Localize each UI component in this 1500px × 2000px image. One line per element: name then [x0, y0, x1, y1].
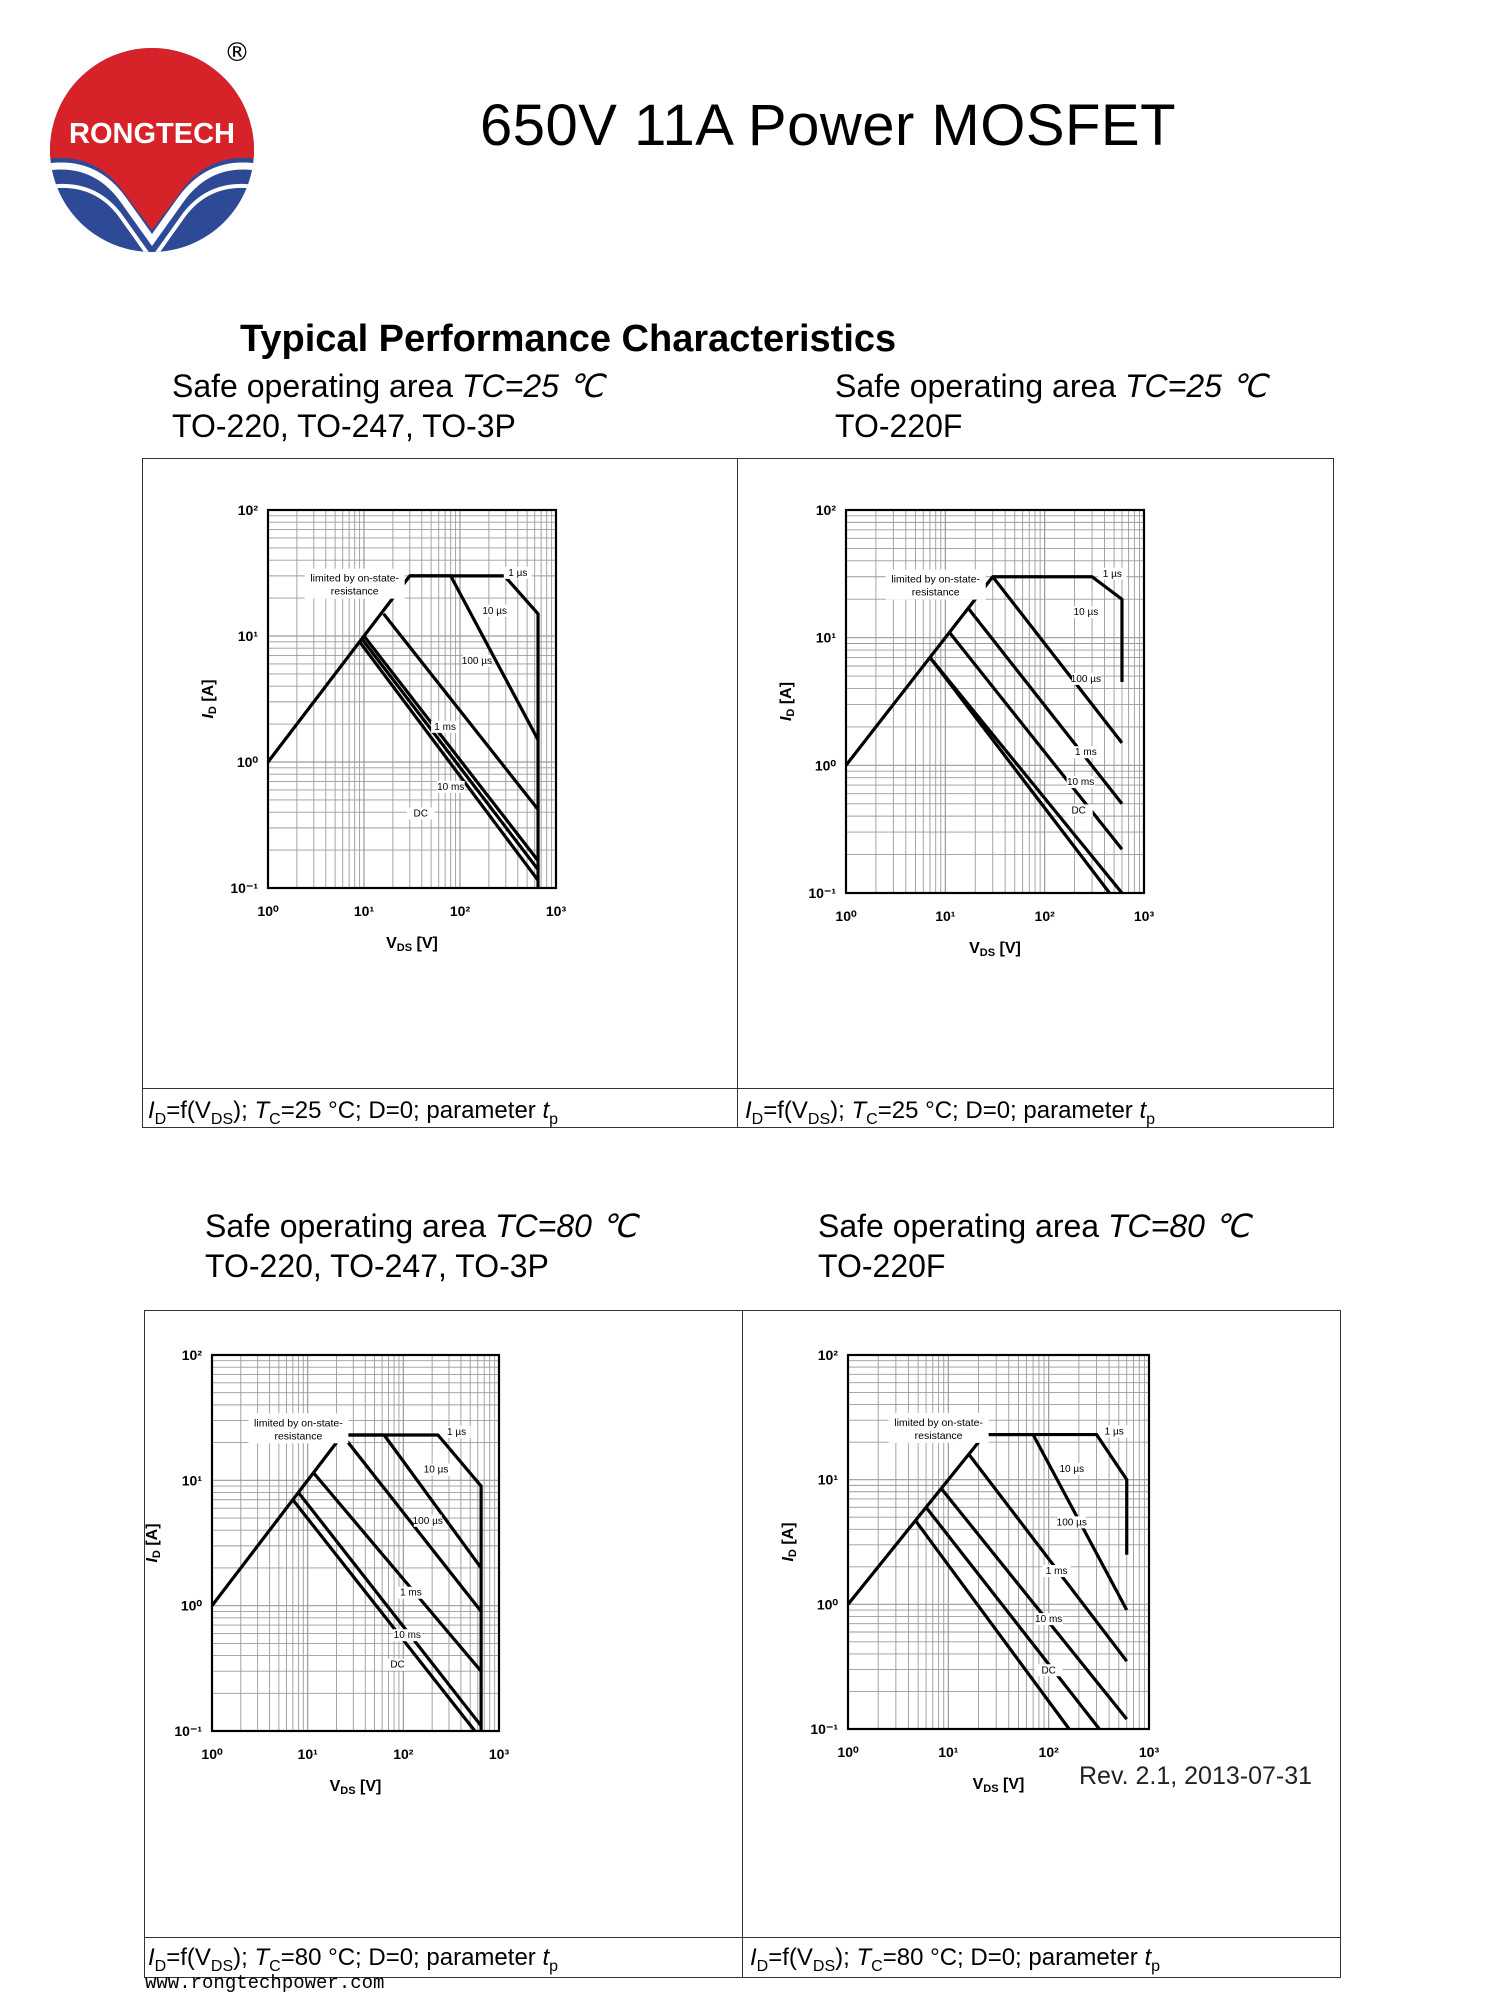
series-label: DC: [1071, 805, 1086, 817]
y-tick-label: 10²: [181, 1347, 202, 1363]
x-axis-label: [386, 935, 438, 954]
y-axis-label-symbol: I: [200, 714, 217, 719]
y-axis-label-unit: [A]: [144, 1523, 161, 1551]
series-label: 100 µs: [1070, 673, 1102, 685]
x-axis-label: [969, 940, 1021, 959]
annotation-line-2: resistance: [330, 585, 379, 598]
series-label: DC: [390, 1659, 405, 1671]
y-tick-label: 10⁻¹: [808, 885, 836, 901]
series-label: 10 ms: [393, 1630, 421, 1642]
y-axis-label-subscript: D: [785, 708, 797, 717]
series-label: 10 ms: [1066, 777, 1095, 789]
panel-2-subtitle: Safe operating area TC=25 ℃ TO-220F: [835, 368, 1267, 444]
x-tick-label: 10⁰: [835, 908, 857, 924]
y-tick-label: 10²: [815, 502, 836, 518]
annotation-line-1: limited by on-state-: [310, 572, 400, 585]
y-axis-label: [778, 682, 797, 721]
x-axis-label-subscript: DS: [983, 1783, 999, 1795]
x-axis-label-subscript: DS: [340, 1785, 356, 1797]
section-title: Typical Performance Characteristics: [240, 318, 897, 360]
revision-note: Rev. 2.1, 2013-07-31: [1079, 1762, 1313, 1790]
panel-4-subtitle: Safe operating area TC=80 ℃ TO-220F: [818, 1208, 1250, 1284]
plot-area-border: [212, 1355, 499, 1731]
y-axis-label: [200, 679, 219, 718]
soa-chart-tc80-to220f: [755, 1325, 1335, 1930]
y-tick-label: 10²: [817, 1347, 838, 1363]
grid: [846, 510, 1144, 893]
panel-1-caption: $I_D=f(V_{DS})$; $T_C=25$ °C; D=0; parameter $t_p$: [148, 1097, 559, 1128]
plot-area-border: [846, 510, 1144, 893]
bottom-frame-divider: [742, 1310, 743, 1978]
y-axis-label-subscript: D: [787, 1549, 799, 1558]
panel-1-subtitle: Safe operating area TC=25 ℃ TO-220, TO-247, TO-3P: [172, 368, 604, 444]
series-line-10us: [993, 577, 1122, 743]
series-line-100us: [384, 614, 538, 810]
series-line-1us: [268, 576, 538, 888]
x-tick-label: 10¹: [297, 1746, 318, 1762]
annotation-line-2: resistance: [274, 1430, 323, 1443]
y-tick-label: 10²: [237, 502, 258, 518]
x-tick-label: 10⁰: [837, 1744, 859, 1760]
y-tick-label: 10⁻¹: [230, 880, 258, 896]
y-axis-label-symbol: I: [778, 716, 795, 722]
document-title: 650V 11A Power MOSFET: [480, 93, 1177, 158]
soa-chart-tc25-to220f: [750, 480, 1330, 1080]
series-label: 1 µs: [508, 567, 528, 579]
y-axis-label-symbol: I: [144, 1558, 161, 1563]
grid: [212, 1355, 499, 1731]
y-axis-label-subscript: D: [151, 1550, 163, 1559]
x-axis-label-unit: [V]: [355, 1778, 382, 1795]
panel-4-caption: $I_D=f(V_{DS})$; $T_C=80$ °C; D=0; parameter $t_p$: [750, 1944, 1161, 1975]
x-tick-label: 10⁰: [201, 1746, 223, 1762]
series-label: 10 ms: [437, 781, 465, 793]
y-axis-label-unit: [A]: [778, 681, 795, 709]
series-label: 1 ms: [1045, 1566, 1068, 1578]
series-label: 10 µs: [482, 605, 508, 617]
y-tick-label: 10¹: [817, 1471, 838, 1488]
x-axis-label-symbol: V: [972, 1776, 984, 1793]
y-axis-label: [780, 1522, 799, 1561]
x-tick-label: 10²: [1038, 1744, 1059, 1760]
y-axis-label-subscript: D: [207, 706, 219, 715]
series-line-DC: [360, 642, 538, 881]
y-axis-label-unit: [A]: [200, 679, 217, 707]
x-axis-label-symbol: V: [329, 1778, 341, 1795]
series-line-10ms: [298, 1492, 481, 1725]
series-label: 100 µs: [461, 655, 493, 667]
x-axis-label-unit: [V]: [998, 1776, 1025, 1793]
x-axis-label: [330, 1778, 382, 1797]
y-axis-label-symbol: I: [780, 1557, 797, 1562]
series-line-10us: [342, 1435, 481, 1568]
y-tick-label: 10⁰: [814, 757, 836, 774]
logo-brand-text: RONGTECH: [69, 118, 235, 150]
x-axis-label-unit: [V]: [995, 940, 1021, 957]
x-tick-label: 10³: [488, 1746, 510, 1762]
soa-chart-tc80-to220: [144, 1325, 735, 1930]
rongtech-logo: [42, 40, 262, 260]
x-tick-label: 10³: [1133, 908, 1155, 924]
registered-mark: ®: [224, 38, 250, 68]
series-label: 10 µs: [423, 1464, 449, 1476]
top-caption-divider: [142, 1088, 1334, 1089]
grid: [848, 1355, 1149, 1729]
x-tick-label: 10²: [393, 1746, 414, 1762]
y-tick-label: 10¹: [815, 629, 836, 646]
y-tick-label: 10¹: [181, 1472, 202, 1489]
series-label: 100 µs: [412, 1515, 443, 1527]
series-label: DC: [1041, 1665, 1056, 1677]
series-label: 10 µs: [1059, 1464, 1085, 1476]
panel-3-subtitle: Safe operating area TC=80 ℃ TO-220, TO-247, TO-3P: [205, 1208, 637, 1284]
x-axis-label-symbol: V: [969, 940, 980, 957]
series-label: 1 µs: [1104, 1426, 1124, 1438]
y-tick-label: 10⁰: [236, 754, 258, 770]
annotation-line-2: resistance: [914, 1429, 963, 1442]
series-label: 1 ms: [1075, 747, 1097, 759]
plot-area-border: [848, 1355, 1149, 1729]
annotation-line-1: limited by on-state-: [891, 573, 981, 586]
series-label: 10 ms: [1035, 1614, 1063, 1626]
y-tick-label: 10⁰: [180, 1597, 202, 1614]
x-axis-label-unit: [V]: [412, 935, 438, 952]
soa-chart-tc25-to220: [160, 480, 720, 1080]
x-axis-label-subscript: DS: [979, 947, 996, 959]
panel-3-caption: $I_D=f(V_{DS})$; $T_C=80$ °C; D=0; parameter $t_p$: [148, 1944, 559, 1975]
panel-2-caption: $I_D=f(V_{DS})$; $T_C=25$ °C; D=0; parameter $t_p$: [745, 1097, 1156, 1128]
top-frame-divider: [737, 458, 738, 1128]
y-tick-label: 10⁻¹: [810, 1721, 838, 1737]
series-label: 1 ms: [400, 1587, 422, 1599]
series-label: 10 µs: [1073, 607, 1099, 619]
series-line-DC: [293, 1500, 475, 1731]
bottom-caption-divider: [144, 1937, 1341, 1938]
series-label: DC: [413, 808, 428, 820]
x-tick-label: 10²: [1034, 908, 1055, 924]
series-label: 1 µs: [446, 1426, 467, 1438]
annotation-line-1: limited by on-state-: [254, 1417, 343, 1430]
series-label: 100 µs: [1056, 1517, 1087, 1529]
series-label: 1 µs: [1102, 568, 1122, 580]
x-tick-label: 10³: [545, 903, 567, 919]
annotation-line-1: limited by on-state-: [894, 1416, 983, 1429]
y-axis-label-unit: [A]: [780, 1522, 797, 1550]
series-line-1us: [846, 577, 1122, 766]
x-tick-label: 10⁰: [257, 903, 279, 919]
x-tick-label: 10²: [449, 903, 471, 919]
y-tick-label: 10¹: [237, 628, 258, 644]
annotation-line-2: resistance: [911, 586, 960, 599]
x-tick-label: 10¹: [935, 908, 956, 924]
x-axis-label-subscript: DS: [396, 942, 413, 954]
x-axis-label: [973, 1776, 1025, 1795]
x-tick-label: 10³: [1138, 1744, 1160, 1760]
y-tick-label: 10⁰: [816, 1596, 838, 1613]
y-tick-label: 10⁻¹: [174, 1723, 202, 1739]
footer-url: www.rongtechpower.com: [145, 1972, 385, 1994]
x-tick-label: 10¹: [353, 903, 375, 919]
x-tick-label: 10¹: [938, 1744, 959, 1760]
x-axis-label-symbol: V: [386, 935, 397, 952]
series-line-10ms: [362, 639, 538, 870]
series-line-10ms: [926, 1507, 1099, 1729]
series-label: 1 ms: [434, 721, 456, 733]
